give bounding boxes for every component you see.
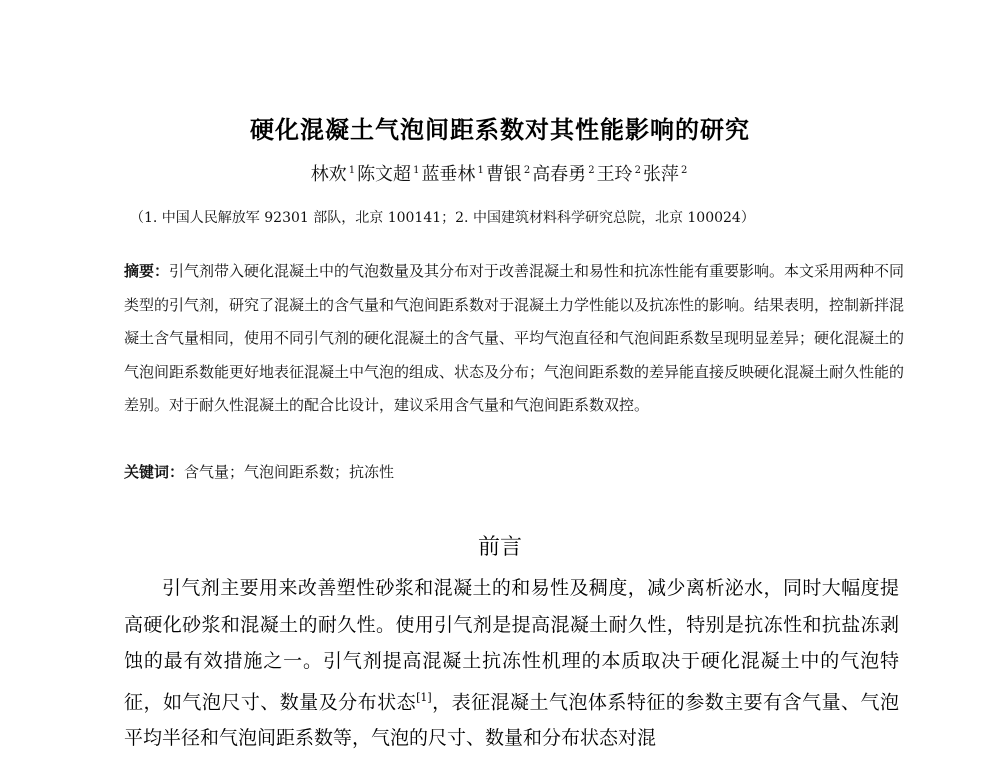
intro-text-part2: ，表征混凝土气泡体系特征的参数主要有含气量、气泡平均半径和气泡间距系数等，气泡的尺寸、数量和分布状态对混 [124, 690, 899, 750]
keywords-label: 关键词： [124, 463, 185, 481]
author: 陈文超 $^1$ [357, 164, 420, 185]
keywords [124, 461, 394, 482]
affiliations: （1. 中国人民解放军 92301 部队，北京 100141；2. 中国建筑材料科学研究总院，北京 100024） [130, 210, 755, 226]
author: 曹银 $^2$ [485, 164, 531, 185]
author: 王玲 $^2$ [596, 164, 641, 185]
author-list [0, 160, 1000, 186]
author: 高春勇 $^2$ [532, 164, 595, 185]
intro-text-part1: 引气剂主要用来改善塑性砂浆和混凝土的和易性及稠度，减少离析泌水，同时大幅度提高硬化砂浆和混凝土的耐久性。使用引气剂是提高混凝土耐久性，特别是抗冻性和抗盐冻剥蚀的最有效措施之一。引气剂提高混凝土抗冻性机理的本质取决于硬化混凝土中的气泡特征，如气泡尺寸、数量及分布状态 [124, 577, 899, 713]
abstract-label: 摘要： [124, 262, 170, 280]
intro-paragraph [124, 570, 899, 757]
paper-title: 硬化混凝土气泡间距系数对其性能影响的研究 [250, 116, 750, 144]
author: 蓝垂林 $^1$ [421, 164, 484, 185]
author: 林欢 $^1$ [310, 164, 356, 185]
abstract [124, 255, 914, 423]
citation-ref[interactable]: [1] [416, 690, 432, 704]
abstract-text: 引气剂带入硬化混凝土中的气泡数量及其分布对于改善混凝土和易性和抗冻性能有重要影响。本文采用两种不同类型的引气剂，研究了混凝土的含气量和气泡间距系数对于混凝土力学性能以及抗冻性的影响。结果表明，控制新拌混凝土含气量相同，使用不同引气剂的硬化混凝土的含气量、平均气泡直径和气泡间距系数呈现明显差异；硬化混凝土的气泡间距系数能更好地表征混凝土中气泡的组成、状态及分布；气泡间距系数的差异能直接反映硬化混凝土耐久性能的差别。对于耐久性混凝土的配合比设计，建议采用含气量和气泡间距系数双控。 [124, 262, 905, 414]
keywords-text: 含气量；气泡间距系数；抗冻性 [184, 463, 395, 481]
section-title: 前言 [477, 535, 522, 560]
author: 张萍 $^2$ [642, 164, 688, 185]
